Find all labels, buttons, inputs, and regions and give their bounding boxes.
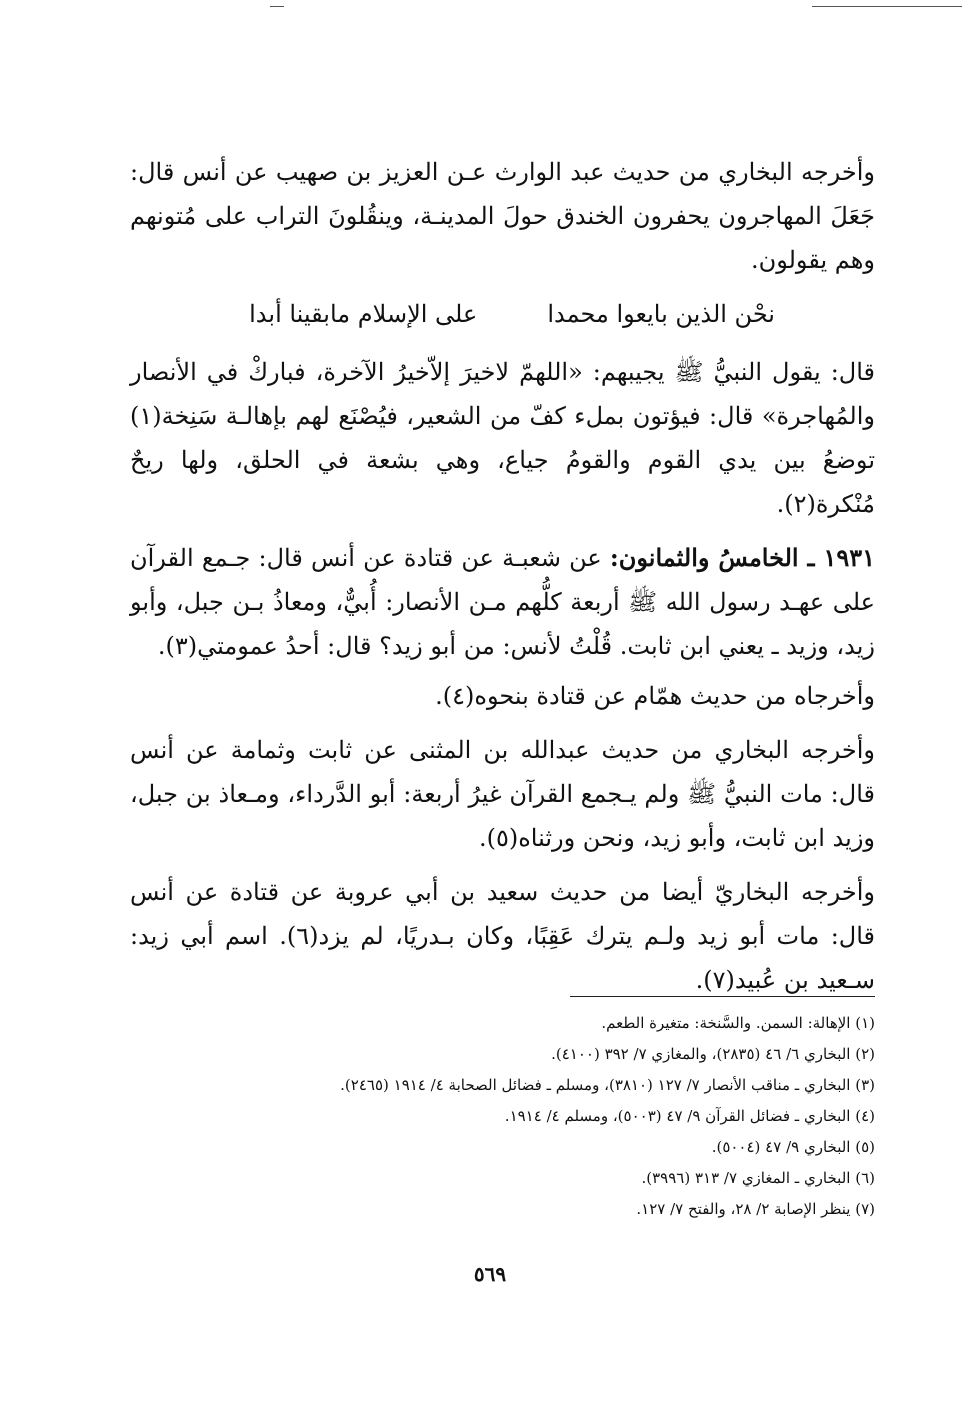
verse-hemistich-1: نحْن الذين بايعوا محمدا xyxy=(547,300,775,328)
footnote-7: (٧) ينظر الإصابة ٢/ ٢٨، والفتح ٧/ ١٢٧. xyxy=(636,1200,875,1218)
footnote-1: (١) الإهالة: السمن. والسَّنخة: متغيرة الطعم. xyxy=(601,1014,875,1032)
paragraph-2: قال: يقول النبيُّ ﷺ يجيبهم: «اللهمّ لاخيرَ إلاّخيرُ الآخرة، فباركْ في الأنصار والمُهاجرة» قال: فيؤتون بملء كفّ من الشعير، فيُصْنَع لهم بإهالـة سَنِخة(١) توضعُ بين يدي القوم والقومُ جياع، وهي بشعة في الحلق، ولها ريحٌ مُنْكرة(٢). xyxy=(130,358,876,518)
header-rule-left xyxy=(270,6,284,7)
footnote-6: (٦) البخاري ـ المغازي ٧/ ٣١٣ (٣٩٩٦). xyxy=(641,1169,875,1187)
footnote-separator xyxy=(570,996,875,997)
page-number: ٥٦٩ xyxy=(473,1262,507,1286)
footnote-3: (٣) البخاري ـ مناقب الأنصار ٧/ ١٢٧ (٣٨١٠)، ومسلم ـ فضائل الصحابة ٤/ ١٩١٤ (٢٤٦٥). xyxy=(340,1076,875,1094)
paragraph-4: وأخرجاه من حديث همّام عن قتادة بنحوه(٤). xyxy=(435,682,875,710)
header-rule-right xyxy=(812,6,962,7)
hadith-number-heading: ١٩٣١ ـ الخامسُ والثمانون: xyxy=(609,543,875,572)
main-text xyxy=(130,150,875,1012)
verse-hemistich-2: على الإسلام مابقينا أبدا xyxy=(249,300,478,328)
poem-verse xyxy=(130,292,875,336)
footnotes xyxy=(130,1008,875,1225)
paragraph-1: وأخرجه البخاري من حديث عبد الوارث عـن العزيز بن صهيب عن أنس قال: جَعَلَ المهاجرون يحفرون الخندق حولَ المدينـة، وينقُلونَ التراب على مُتونهم وهم يقولون. xyxy=(130,158,875,274)
footnote-4: (٤) البخاري ـ فضائل القرآن ٩/ ٤٧ (٥٠٠٣)، ومسلم ٤/ ١٩١٤. xyxy=(504,1107,875,1125)
footnote-2: (٢) البخاري ٦/ ٤٦ (٢٨٣٥)، والمغازي ٧/ ٣٩٢ (٤١٠٠). xyxy=(551,1045,875,1063)
footnote-5: (٥) البخاري ٩/ ٤٧ (٥٠٠٤). xyxy=(711,1138,875,1156)
paragraph-6: وأخرجه البخاريّ أيضا من حديث سعيد بن أبي عروبة عن قتادة عن أنس قال: مات أبو زيد ولـم يترك عَقِبًا، وكان بـدريًا، لم يزد(٦). اسم أبي زيد: سـعيد بن عُبيد(٧). xyxy=(130,878,875,994)
hadith-text: عن شعبـة عن قتادة عن أنس قال: جـمع القرآن على عهـد رسول الله ﷺ أربعة كلُّهم مـن الأنصار: أُبيٌّ، ومعاذُ بـن جبل، وأبو زيد، وزيد ـ يعني ابن ثابت. قُلْتُ لأنس: من أبو زيد؟ قال: أحدُ عمومتي(٣). xyxy=(130,544,875,660)
paragraph-5: وأخرجه البخاري من حديث عبدالله بن المثنى عن ثابت وثمامة عن أنس قال: مات النبيُّ ﷺ ولم يـجمع القرآن غيرُ أربعة: أبو الدَّرداء، ومـعاذ بن جبل، وزيد ابن ثابت، وأبو زيد، ونحن ورثناه(٥). xyxy=(130,736,875,852)
paragraph-hadith-1931 xyxy=(130,536,875,668)
